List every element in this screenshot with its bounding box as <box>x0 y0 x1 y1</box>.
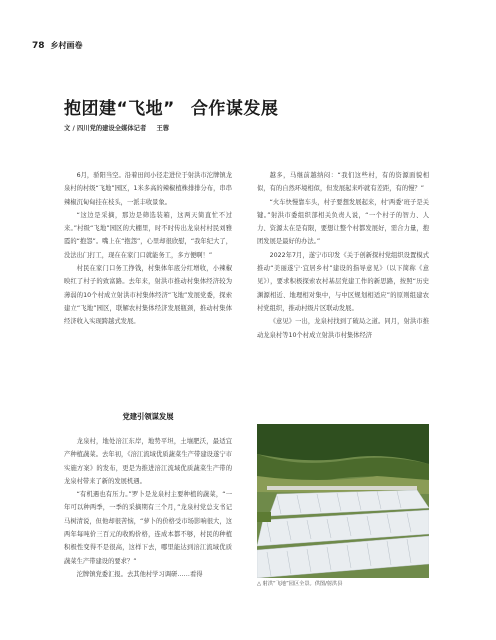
article-title <box>64 94 278 119</box>
section-name: 乡村画卷 <box>50 41 83 50</box>
paragraph: 村民在家门口务工挣钱，村集体年底分红增收，小辣椒映红了村子的致富路。去年来，射洪市推动村集体经济较为薄弱的10个村成立射洪市村集体经济“飞地”发展党委，探索建立“飞地”园区，联解农村集体经济发展瓶颈，推动村集体经济收入实现跨越式发展。 <box>64 265 232 326</box>
paragraph: “火车快慢靠车头，村子要想发展起来，村‘两委’班子是关键。”射洪市委组织部相关负责人说，“一个村子的智力、人力、资源太在是有限，要想让整个村都发展好，需合力量，抱团发展是最好的办法。” <box>257 198 429 246</box>
right-column <box>257 169 429 342</box>
author-name: 王蓉 <box>156 125 170 132</box>
paragraph: 越多，马继前越纳闷：“我们这些村，有的资源面貌相似，有的自然环境相似，但发展起来咋就有差距，有的慢？” <box>257 172 429 193</box>
section-subheading: 党建引领谋发展 <box>122 412 174 421</box>
page-header <box>32 40 83 51</box>
byline <box>64 123 169 132</box>
title-part2: 合作谋发展 <box>190 99 279 119</box>
paragraph: “这边是采摘，那边是筛选装箱，这两天简直忙不过来。”村级“飞地”园区的大棚里，时不时传出龙泉村村民刘雅霞的“抱怨”。嘴上在“抱怨”，心里却很欣慰，“我年纪大了，没法出门打工，现在在家门口就能务工，多方便啊！” <box>64 211 232 259</box>
page-number: 78 <box>32 40 45 51</box>
title-part1: 抱团建“飞地” <box>64 99 175 119</box>
photo-caption: △ 射洪“飞地”园区全景。供图/射洪县 <box>257 581 343 587</box>
byline-label: 文 / 四川党的建设全媒体记者 <box>64 125 147 132</box>
greenhouse-aerial-photo <box>257 424 429 578</box>
left-column-top <box>64 169 232 329</box>
paragraph: 《意见》一出，龙泉村找到了破局之道。同月，射洪市推动龙泉村等10个村成立射洪市村集体经济 <box>257 318 429 339</box>
paragraph: 沱牌镇党委汇报。去其他村学习调研……看得 <box>76 570 203 578</box>
paragraph: 龙泉村，地处涪江东岸，地势平坦，土壤肥沃，最适宜产种植蔬菜。去年初，《涪江流域优质蔬菜生产带建设遂宁市实施方案》的发布，更是为推进涪江流域优质蔬菜生产带的龙泉村带来了新的发展机遇。 <box>64 438 232 485</box>
left-column-bottom <box>64 435 232 581</box>
paragraph: “有机遇也有压力。”罗卜是龙泉村主要种植的蔬菜，“一年可以种两季，一季的采摘期有三个月，”龙泉村党总支书记马树清说，但他却很苦恼，“萝卜的价格受市场影响很大，这两年每吨价三百元的收购价格，连成本都不够，村民的种植积极性变得不是很高，这样下去，哪里能达到涪江流域优质蔬菜生产带建设的要求？” <box>64 491 232 565</box>
paragraph: 6月，骄阳当空。沿着田间小径走进位于射洪市沱牌镇龙泉村的村级“飞地”园区，1米多高的辣椒植株排排分布，串串辣椒沉甸甸挂在枝头，一派丰收景象。 <box>64 172 232 206</box>
paragraph: 2022年7月，遂宁市印发《关于创新探村党组织设置模式推动“美丽遂宁·宜居乡村”建设的指导意见》（以下简称《意见》），要求积极探索农村基层党建工作的新思路，按照“历史渊源相近、地理相对集中，与中区规划相适应”的原则组建农村党组织，推动村级片区联动发展。 <box>257 251 429 312</box>
